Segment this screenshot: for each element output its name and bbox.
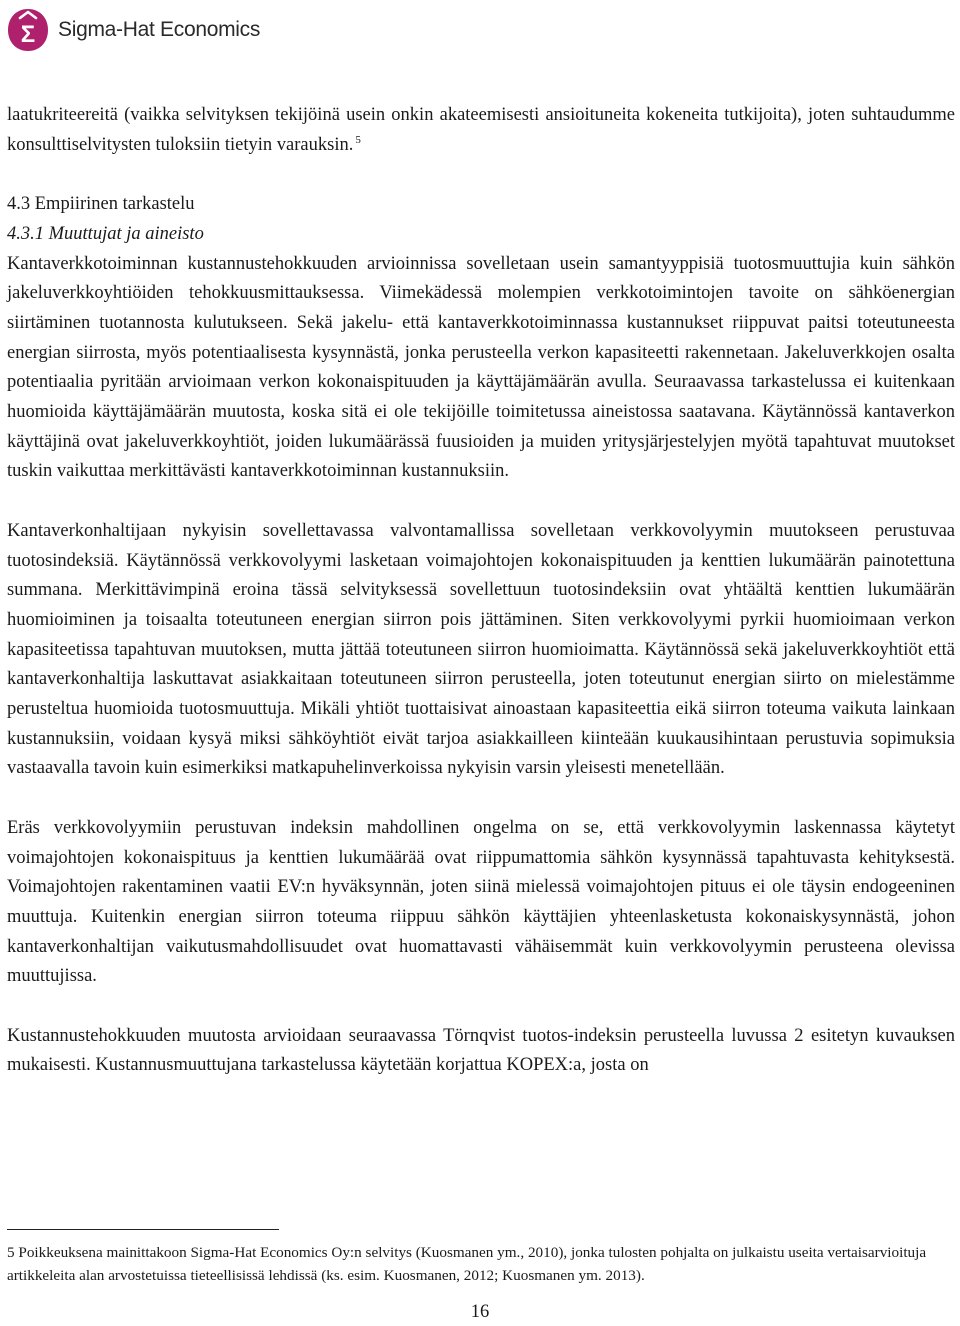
page-number: 16 <box>470 1302 490 1322</box>
paragraph-3: Eräs verkkovolyymiin perustuvan indeksin mahdollinen ongelma on se, että verkkovolyymin laskennassa käytetyt voimajohtojen kokonaispituus ja kenttien lukumäärää ovat riippumattomia sähkön kysynnässä tapahtuvasta kehityksestä. Voimajohtojen rakentaminen vaatii EV:n hyväksynnän, joten siinä mielessä voimajohtojen pituus ei ole täysin endogeeninen muuttuja. Kuitenkin energian siirron toteuma riippuu sähkön käyttäjien yhteenlasketusta kokonaiskysynnästä, johon kantaverkonhaltijan vaikutusmahdollisuudet ovat huomattavasti vähäisemmät kuin verkkovolyymin perusteena olevissa muuttujissa. <box>7 817 955 987</box>
footnote <box>7 1241 955 1287</box>
intro-line-1: laatukriteereitä (vaikka selvityksen tekijöinä usein onkin akateemisesti ansioituneita kokeneita tutkijoita), <box>7 105 802 125</box>
intro-line-2: joten suhtaudumme konsulttiselvitysten tuloksiin tietyin varauksin. <box>7 105 955 155</box>
footnote-reference[interactable]: 5 <box>355 133 361 146</box>
sigma-hat-logo-icon <box>6 7 50 53</box>
footnote-text: Poikkeuksena mainittakoon Sigma-Hat Economics Oy:n selvitys (Kuosmanen ym., 2010), jonka tulosten pohjalta on julkaistu useita vertaisarvioituja artikkeleita alan arvostetuissa tieteellisissä lehdissä (ks. esim. Kuosmanen, 2012; Kuosmanen ym. 2013). <box>7 1244 927 1284</box>
paragraph-2: Kantaverkonhaltijaan nykyisin sovellettavassa valvontamallissa sovelletaan verkkovolyymin muutokseen perustuvaa tuotosindeksiä. Käytännössä verkkovolyymi lasketaan voimajohtojen kokonaispituuden ja kenttien lukumäärän painotettuna summana. Merkittävimpinä eroina tässä selvityksessä sovellettuun tuotosindeksiin ovat yhtäältä kenttien lukumäärän huomioiminen ja toisaalta toteutuneen energian siirron pois jättäminen. Siten verkkovolyymi pyrkii huomioimaan verkon kapasiteetissa tapahtuvan muutoksen, mutta jättää toteutuneen siirron huomioimatta. Käytännössä sekä jakeluverkkoyhtiöt että kantaverkonhaltija laskuttavat asiakkaitaan toteutuneen siirron perusteella, joten toteutunut energian siirto on mielestämme perusteltua huomioida tuotosmuuttuja. Mikäli yhtiöt tuottaisivat ainoastaan kapasiteettia eikä siirron toteuma vaikuta lainkaan kustannuksiin, voidaan kysyä miksi sähköyhtiöt eivät tarjoa asiakkailleen kiinteään kuukausihintaan perustuvia sopimuksia vastaavalla tavoin kuin esimerkiksi matkapuhelinverkoissa nykyisin varsin yleisesti menetellään. <box>7 520 955 779</box>
brand-logo <box>6 6 260 54</box>
subsection-heading: 4.3.1 Muuttujat ja aineisto <box>7 223 204 244</box>
main-text <box>7 101 955 1081</box>
sigma-glyph: Σ <box>20 21 36 48</box>
intro-paragraph <box>7 101 955 160</box>
brand-name: Sigma-Hat Economics <box>58 18 261 41</box>
paragraph-1: Kantaverkkotoiminnan kustannustehokkuuden arvioinnissa sovelletaan usein samantyyppisiä tuotosmuuttujia kuin sähkön jakeluverkkoyhtiöiden tehokkuusmittauksessa. Viimekädessä molempien verkkotoimintojen tavoite on sähköenergian siirtäminen tuotannosta kulutukseen. Sekä jakelu- että kantaverkkotoiminnassa kustannukset riippuvat paitsi toteutuneesta energian siirrosta, myös potentiaalisesta kysynnästä, jonka perusteella verkon kapasiteetti rakennetaan. Jakeluverkkojen osalta potentiaalia pyritään arvioimaan verkon kokonaispituuden ja käyttäjämäärän avulla. Seuraavassa tarkastelussa ei kuitenkaan huomioida käyttäjämäärän muutosta, koska sitä ei ole tekijöille toimitetussa aineistossa saatavana. Käytännössä kantaverkon käyttäjinä ovat jakeluverkkoyhtiöt, joiden lukumäärässä fuusioiden ja muiden yritysjärjestelyjen myötä tapahtuvat muutokset tuskin vaikuttaa merkittävästi kantaverkkotoiminnan kustannuksiin. <box>7 253 955 482</box>
footnote-divider <box>7 1229 279 1230</box>
section-heading: 4.3 Empiirinen tarkastelu <box>7 194 195 215</box>
paragraph-4: Kustannustehokkuuden muutosta arvioidaan seuraavassa Törnqvist tuotos-indeksin perusteella luvussa 2 esitetyn kuvauksen mukaisesti. Kustannusmuuttujana tarkastelussa käytetään korjattua KOPEX:a, josta on <box>7 1025 955 1076</box>
footnote-number: 5 <box>7 1244 15 1261</box>
